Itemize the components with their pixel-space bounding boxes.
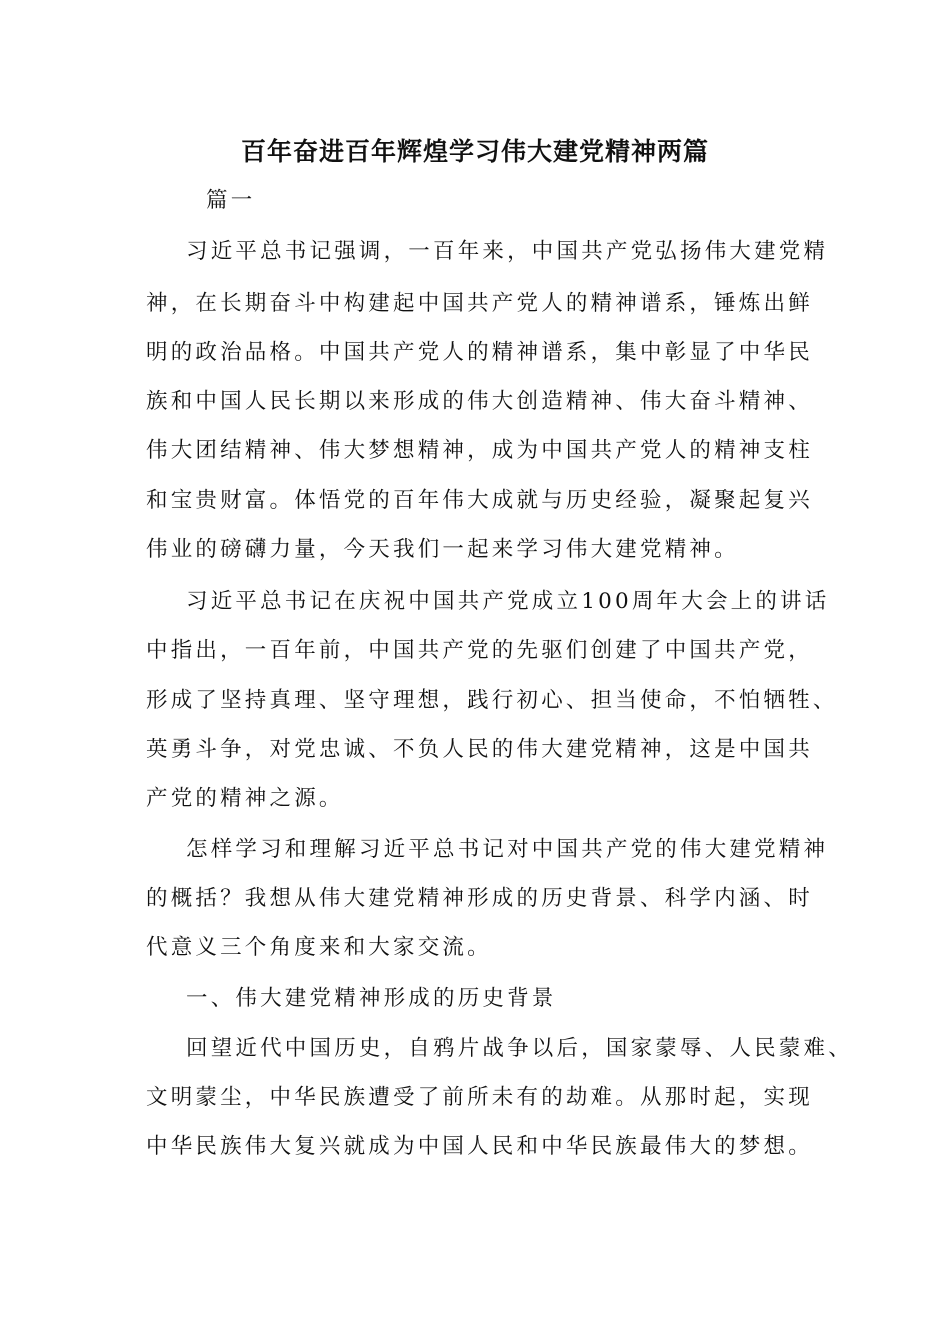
text-line: 产党的精神之源。 <box>146 786 344 811</box>
text-line: 习近平总书记强调，一百年来，中国共产党弘扬伟大建党精 <box>186 239 829 264</box>
text-line: 的概括？我想从伟大建党精神形成的历史背景、科学内涵、时 <box>146 886 813 911</box>
text-line: 和宝贵财富。体悟党的百年伟大成就与历史经验，凝聚起复兴 <box>146 488 813 513</box>
text-line: 中华民族伟大复兴就成为中国人民和中华民族最伟大的梦想。 <box>146 1134 813 1159</box>
text-line: 明的政治品格。中国共产党人的精神谱系，集中彰显了中华民 <box>146 340 813 365</box>
text-line: 回望近代中国历史，自鸦片战争以后，国家蒙辱、人民蒙难、 <box>186 1036 853 1061</box>
text-line: 形成了坚持真理、坚守理想，践行初心、担当使命，不怕牺牲、 <box>146 688 838 713</box>
text-line: 神，在长期奋斗中构建起中国共产党人的精神谱系，锤炼出鲜 <box>146 291 813 316</box>
text-line: 伟业的磅礴力量，今天我们一起来学习伟大建党精神。 <box>146 537 739 562</box>
text-line: 文明蒙尘，中华民族遭受了前所未有的劫难。从那时起，实现 <box>146 1085 813 1110</box>
text-line: 中指出，一百年前，中国共产党的先驱们创建了中国共产党， <box>146 638 813 663</box>
text-line: 习近平总书记在庆祝中国共产党成立100周年大会上的讲话 <box>186 589 830 614</box>
section-heading: 一、伟大建党精神形成的历史背景 <box>186 986 557 1011</box>
section-label: 篇一 <box>206 188 256 213</box>
text-line: 怎样学习和理解习近平总书记对中国共产党的伟大建党精神 <box>186 837 829 862</box>
text-line: 英勇斗争，对党忠诚、不负人民的伟大建党精神，这是中国共 <box>146 737 813 762</box>
text-line: 族和中国人民长期以来形成的伟大创造精神、伟大奋斗精神、 <box>146 389 813 414</box>
document-title: 百年奋进百年辉煌学习伟大建党精神两篇 <box>240 137 709 166</box>
text-line: 伟大团结精神、伟大梦想精神，成为中国共产党人的精神支柱 <box>146 438 813 463</box>
text-line: 代意义三个角度来和大家交流。 <box>146 935 492 960</box>
